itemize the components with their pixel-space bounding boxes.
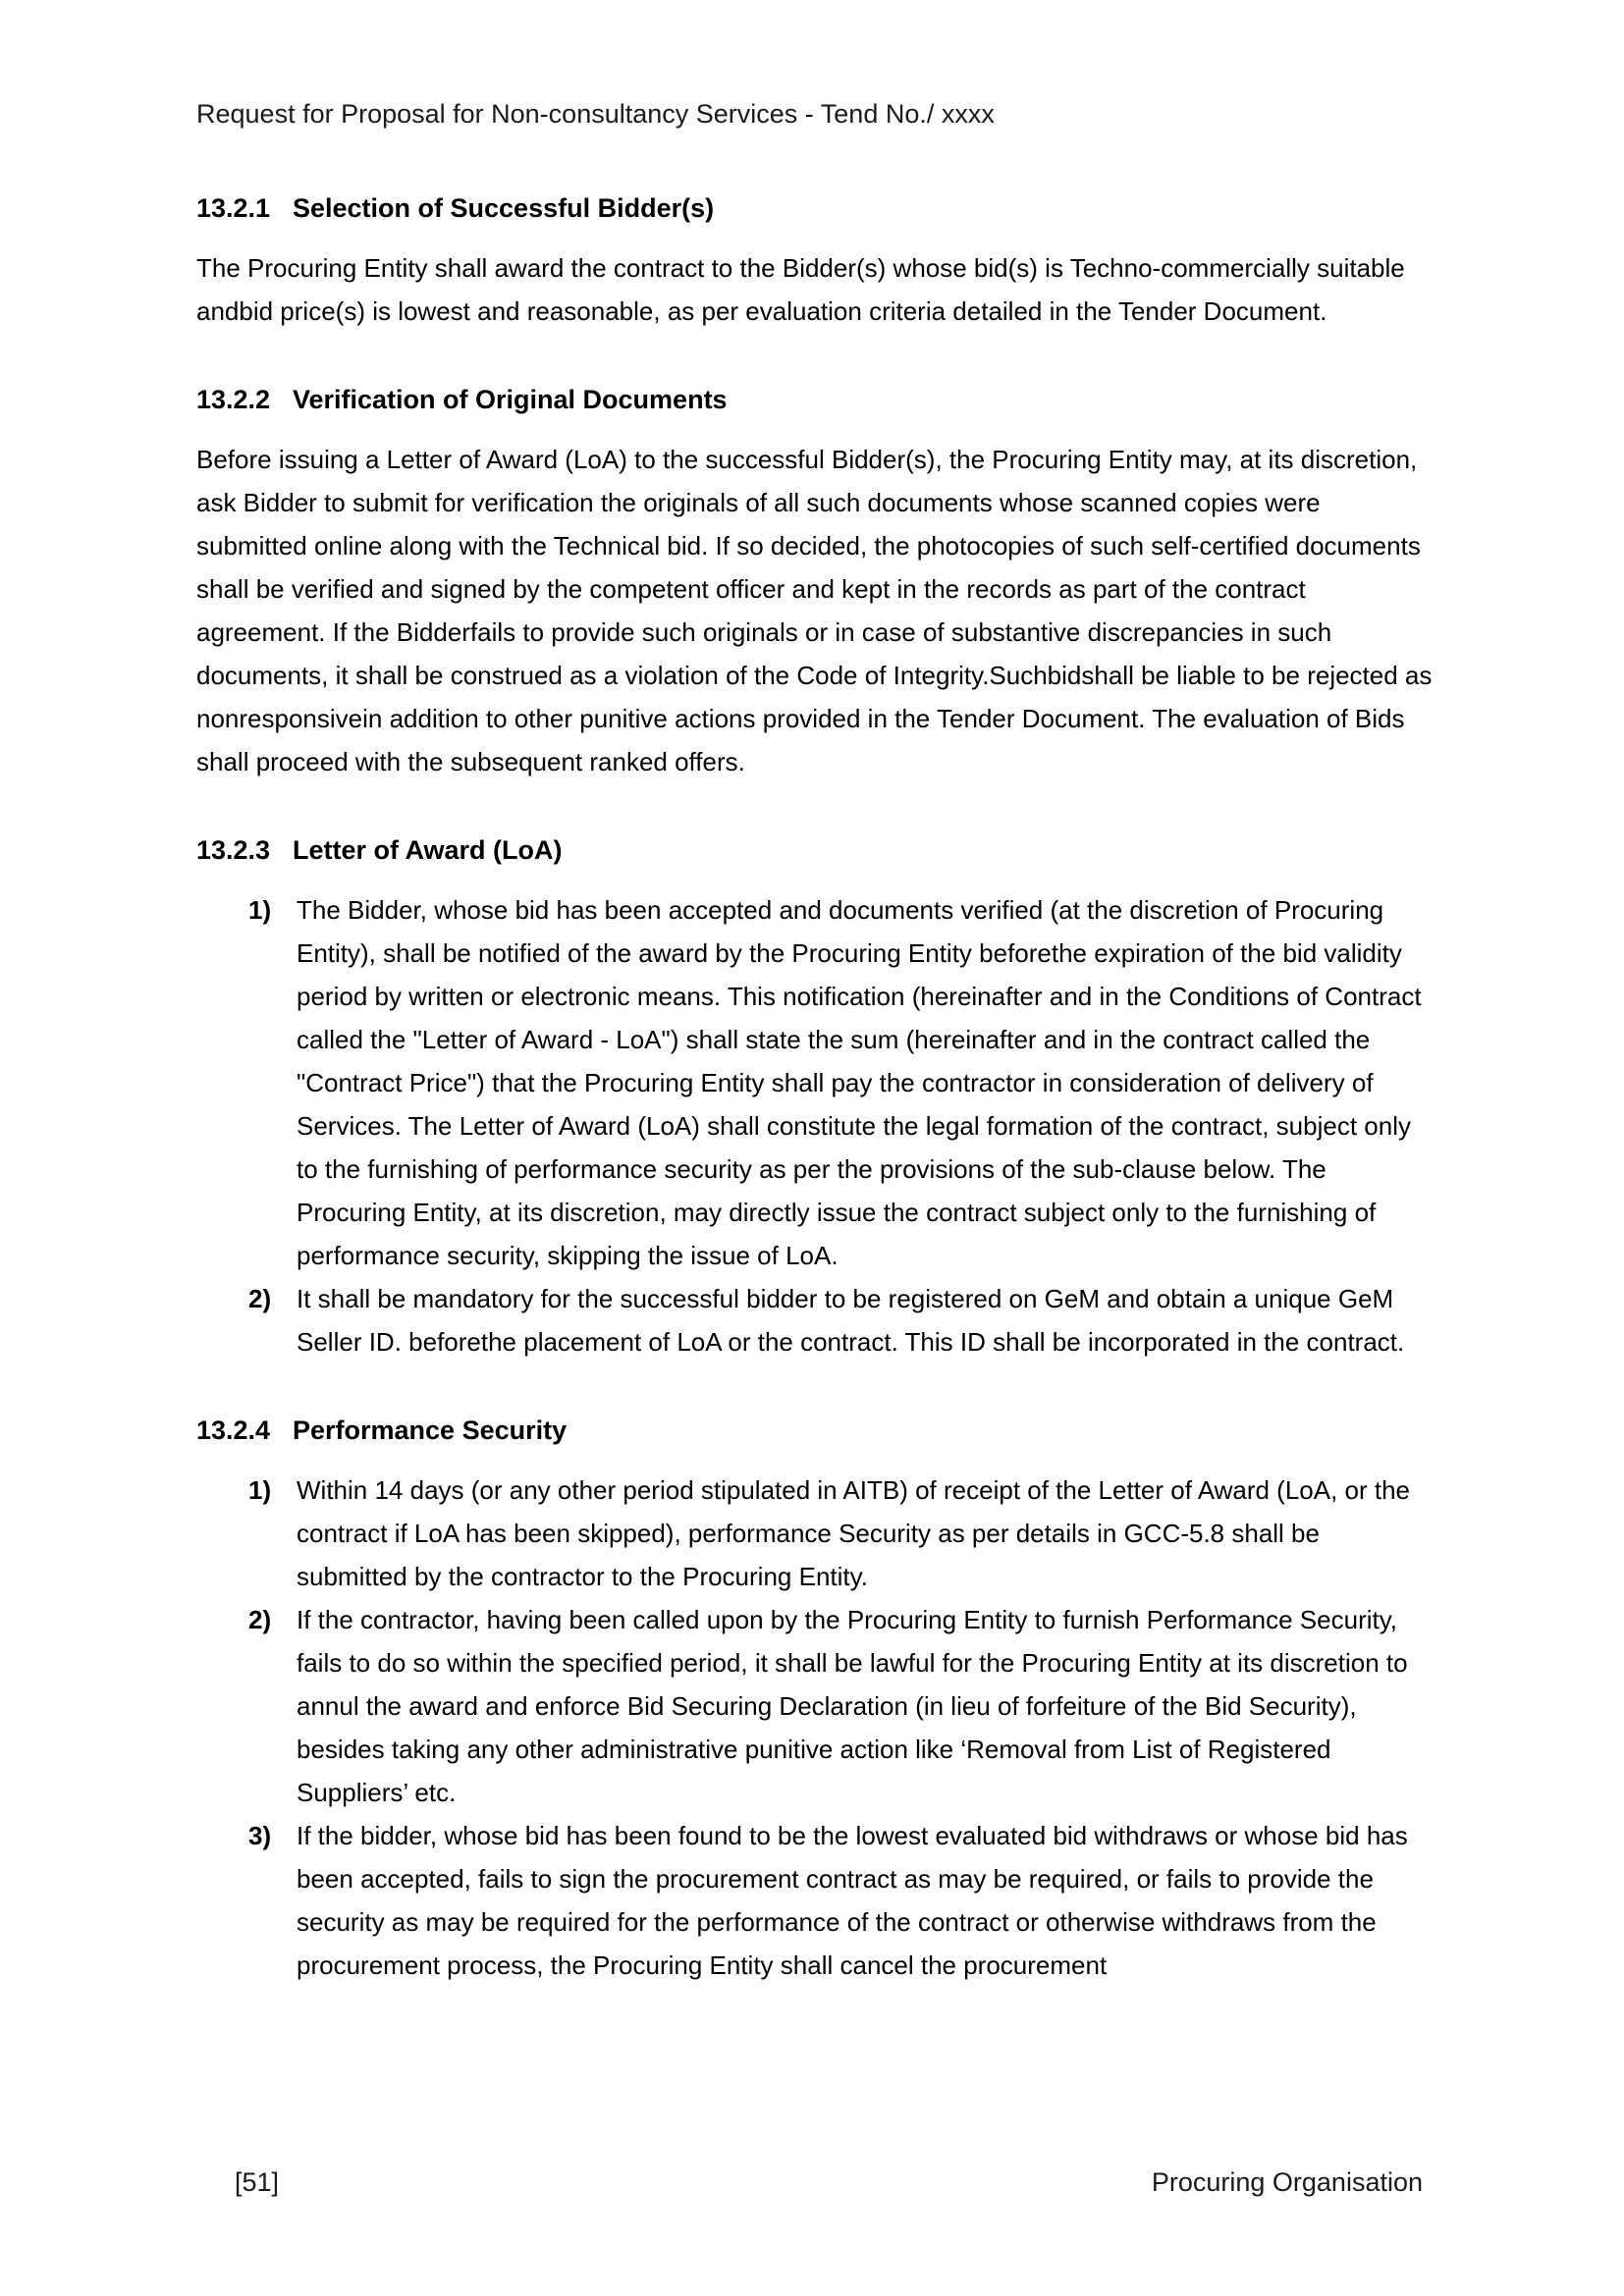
list-item-marker: 1) xyxy=(248,1475,272,1505)
list-item xyxy=(248,1468,1435,1598)
list-item-text: It shall be mandatory for the successful bidder to be registered on GeM and obtain a unique GeM Seller ID. beforethe placement of LoA or the contract. This ID shall be incorporated in the contract. xyxy=(297,1284,1405,1357)
list-item-marker: 2) xyxy=(248,1284,272,1313)
paragraph: The Procuring Entity shall award the contract to the Bidder(s) whose bid(s) is Techno-commercially suitable andbid price(s) is lowest and reasonable, as per evaluation criteria detailed in the Tender Document. xyxy=(196,253,1405,326)
page-number: [51] xyxy=(235,2167,280,2197)
section-number: 13.2.2 xyxy=(196,385,271,414)
list-item xyxy=(248,1814,1435,1987)
footer-organisation-label: Procuring Organisation xyxy=(1151,2167,1423,2197)
section-13-2-2 xyxy=(196,378,1435,783)
numbered-list xyxy=(196,888,1435,1363)
section-heading xyxy=(196,828,1435,872)
section-13-2-3 xyxy=(196,828,1435,1363)
section-title: Letter of Award (LoA) xyxy=(293,835,563,865)
section-title: Verification of Original Documents xyxy=(293,385,728,414)
section-title: Selection of Successful Bidder(s) xyxy=(293,193,715,223)
section-13-2-1 xyxy=(196,187,1435,333)
list-item xyxy=(248,1598,1435,1814)
page-header-text: Request for Proposal for Non-consultancy Services - Tend No./ xxxx xyxy=(196,99,995,129)
section-number: 13.2.3 xyxy=(196,835,271,865)
list-item-marker: 1) xyxy=(248,895,272,925)
list-item-marker: 3) xyxy=(248,1821,272,1850)
section-number: 13.2.4 xyxy=(196,1415,271,1445)
page-footer xyxy=(235,2165,1423,2199)
section-title: Performance Security xyxy=(293,1415,568,1445)
section-number: 13.2.1 xyxy=(196,193,271,223)
list-item-text: Within 14 days (or any other period stipulated in AITB) of receipt of the Letter of Award (LoA, or the contract if LoA has been skipped), performance Security as per details in GCC-5.8 shall be submitted by the contractor to the Procuring Entity. xyxy=(297,1475,1411,1591)
section-heading xyxy=(196,187,1435,230)
section-heading xyxy=(196,378,1435,421)
list-item xyxy=(248,888,1435,1277)
list-item-text: If the contractor, having been called upon by the Procuring Entity to furnish Performance Security, fails to do so within the specified period, it shall be lawful for the Procuring Entity at its discretion to annul the award and enforce Bid Securing Declaration (in lieu of forfeiture of the Bid Security), besides taking any other administrative punitive action like ‘Removal from List of Registered Suppliers’ etc. xyxy=(297,1605,1408,1807)
list-item xyxy=(248,1277,1435,1363)
list-item-text: If the bidder, whose bid has been found to be the lowest evaluated bid withdraws or whose bid has been accepted, fails to sign the procurement contract as may be required, or fails to provide the security as may be required for the performance of the contract or otherwise withdraws from the procurement process, the Procuring Entity shall cancel the procurement xyxy=(297,1821,1408,1980)
numbered-list xyxy=(196,1468,1435,1987)
section-13-2-4 xyxy=(196,1409,1435,1987)
section-heading xyxy=(196,1409,1435,1452)
list-item-marker: 2) xyxy=(248,1605,272,1634)
document-content xyxy=(196,98,1435,2032)
list-item-text: The Bidder, whose bid has been accepted and documents verified (at the discretion of Procuring Entity), shall be notified of the award by the Procuring Entity beforethe expiration of the bid validity period by written or electronic means. This notification (hereinafter and in the Conditions of Contract called the "Letter of Award - LoA") shall state the sum (hereinafter and in the contract called the "Contract Price") that the Procuring Entity shall pay the contractor in consideration of delivery of Services. The Letter of Award (LoA) shall constitute the legal formation of the contract, subject only to the furnishing of performance security as per the provisions of the sub-clause below. The Procuring Entity, at its discretion, may directly issue the contract subject only to the furnishing of performance security, skipping the issue of LoA. xyxy=(297,895,1422,1270)
paragraph: Before issuing a Letter of Award (LoA) to the successful Bidder(s), the Procuring Entity may, at its discretion, ask Bidder to submit for verification the originals of all such documents whose scanned copies were submitted online along with the Technical bid. If so decided, the photocopies of such self-certified documents shall be verified and signed by the competent officer and kept in the records as part of the contract agreement. If the Bidderfails to provide such originals or in case of substantive discrepancies in such documents, it shall be construed as a violation of the Code of Integrity.Suchbidshall be liable to be rejected as nonresponsivein addition to other punitive actions provided in the Tender Document. The evaluation of Bids shall proceed with the subsequent ranked offers. xyxy=(196,445,1433,776)
